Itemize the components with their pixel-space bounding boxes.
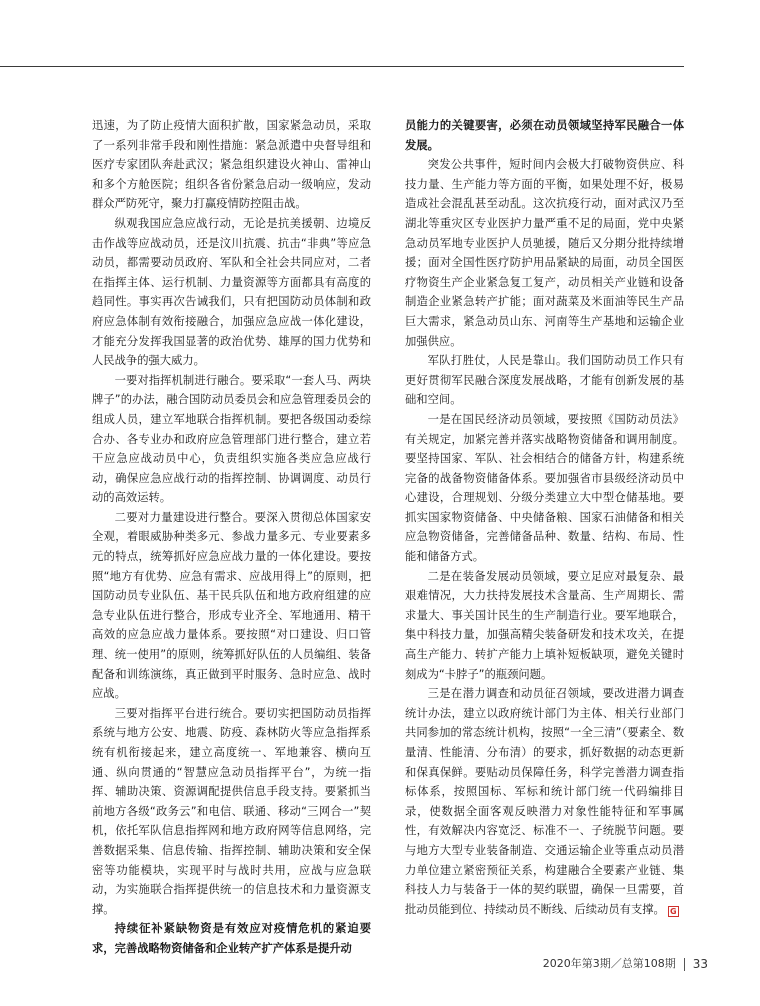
page-footer	[543, 956, 708, 972]
left-column	[92, 116, 371, 959]
paragraph-last	[405, 684, 684, 919]
end-mark-icon: G	[668, 906, 679, 917]
header-rule	[0, 66, 684, 67]
paragraph: 突发公共事件，短时间内会极大打破物资供应、科技力量、生产能力等方面的平衡，如果处理不好，极易造成社会混乱甚至动乱。这次抗疫行动，面对武汉乃至湖北等重灾区专业医护力量严重不足的局面，党中央紧急动员军地专业医护人员驰援，随后又分期分批持续增援；面对全国性医疗防护用品紧缺的局面，动员全国医疗物资生产企业紧急复工复产，动员相关产业链和设备制造企业紧急转产扩能；面对蔬菜及米面油等民生产品巨大需求，紧急动员山东、河南等生产基地和运输企业加强供应。	[405, 158, 684, 348]
paragraph: 一是在国民经济动员领域，要按照《国防动员法》有关规定，加紧完善并落实战略物资储备和调用制度。要坚持国家、军队、社会相结合的储备方针，构建系统完备的战备物资储备体系。要加强省市县级经济动员中心建设，合理规划、分级分类建立大中型仓储基地。要抓实国家物资储备、中央储备粮、国家石油储备和相关应急物资储备，完善储备品种、数量、结构、布局、性能和储备方式。	[405, 412, 684, 564]
page-number: 33	[692, 957, 708, 971]
paragraph: 三要对指挥平台进行统合。要切实把国防动员指挥系统与地方公安、地震、防疫、森林防火等应急指挥系统有机衔接起来，建立高度统一、军地兼容、横向互通、纵向贯通的“智慧应急动员指挥平台”，为统一指挥、辅助决策、资源调配提供信息手段支持。要紧抓当前地方各级“政务云”和电信、联通、移动“三网合一”契机，依托军队信息指挥网和地方政府网等信息网络，完善数据采集、信息传输、指挥控制、辅助决策和安全保密等功能模块，实现平时与战时共用，应战与应急联动，为实施联合指挥提供统一的信息技术和力量资源支撑。	[92, 706, 371, 916]
paragraph: 二要对力量建设进行整合。要深入贯彻总体国家安全观，着眼威胁种类多元、参战力量多元、专业要素多元的特点，统筹抓好应急应战力量的一体化建设。要按照“地方有优势、应急有需求、应战用得上”的原则，把国防动员专业队伍、基干民兵队伍和地方政府组建的应急专业队伍进行整合，形成专业齐全、军地通用、精干高效的应急应战力量体系。要按照“对口建设、归口管理、统一使用”的原则，统筹抓好队伍的人员编组、装备配备和训练演练，真正做到平时服务、急时应急、战时应战。	[92, 510, 371, 701]
paragraph-bold: 员能力的关键要害，必须在动员领域坚持军民融合一体发展。	[405, 119, 684, 152]
footer-divider	[684, 958, 685, 971]
issue-label: 2020年第3期／总第108期	[542, 957, 676, 970]
paragraph-bold: 持续征补紧缺物资是有效应对疫情危机的紧迫要求，完善战略物资储备和企业转产扩产体系是提升动	[92, 922, 371, 955]
right-column	[405, 116, 684, 919]
paragraph: 二是在装备发展动员领域，要立足应对最复杂、最艰难情况，大力扶持发展技术含量高、生产周期长、需求量大、事关国计民生的生产制造行业。要军地联合，集中科技力量，加强高精尖装备研发和技术攻关，在提高生产能力、转扩产能力上填补短板缺项，避免关键时刻成为“卡脖子”的瓶颈问题。	[405, 569, 684, 681]
paragraph: 一要对指挥机制进行融合。要采取“一套人马、两块牌子”的办法，融合国防动员委员会和应急管理委员会的组成人员，建立军地联合指挥机制。要把各级国动委综合办、各专业办和政府应急管理部门进行整合，建立若干应急应战动员中心，负责组织实施各类应急应战行动，确保应急应战行动的指挥控制、协调调度、动员行动的高效运转。	[92, 373, 371, 505]
paragraph: 纵观我国应急应战行动，无论是抗美援朝、边境反击作战等应战动员，还是汶川抗震、抗击“非典”等应急动员，都需要动员政府、军队和全社会共同应对，二者在指挥主体、运行机制、力量资源等方面都具有高度的趋同性。事实再次告诫我们，只有把国防动员体制和政府应急体制有效衔接融合，加强应急应战一体化建设，才能充分发挥我国显著的政治优势、雄厚的国力优势和人民战争的强大威力。	[92, 216, 371, 368]
paragraph: 军队打胜仗，人民是靠山。我们国防动员工作只有更好贯彻军民融合深度发展战略，才能有创新发展的基础和空间。	[405, 354, 684, 407]
paragraph: 迅速，为了防止疫情大面积扩散，国家紧急动员，采取了一系列非常手段和刚性措施：紧急派遣中央督导组和医疗专家团队奔赴武汉；紧急组织建设火神山、雷神山和多个方舱医院；组织各省份紧急启动一级响应，发动群众严防死守，聚力打赢疫情防控阻击战。	[92, 119, 371, 211]
paragraph-text: 三是在潜力调查和动员征召领域，要改进潜力调查统计办法，建立以政府统计部门为主体、相关行业部门共同参加的常态统计机构，按照“一全三清”（要素全、数量清、性能清、分布清）的要求，抓好数据的动态更新和保真保鲜。要贴动员保障任务，科学完善潜力调查指标体系，按照国标、军标和统计部门统一代码编排目录，使数据全面客观反映潜力对象性能特征和军事属性，有效解决内容宽泛、标准不一、子统脱节问题。要与地方大型专业装备制造、交通运输企业等重点动员潜力单位建立紧密预征关系，构建融合全要素产业链、集科技人力与装备于一体的契约联盟，确保一旦需要，首批动员能到位、持续动员不断线、后续动员有支撑。	[405, 687, 684, 916]
